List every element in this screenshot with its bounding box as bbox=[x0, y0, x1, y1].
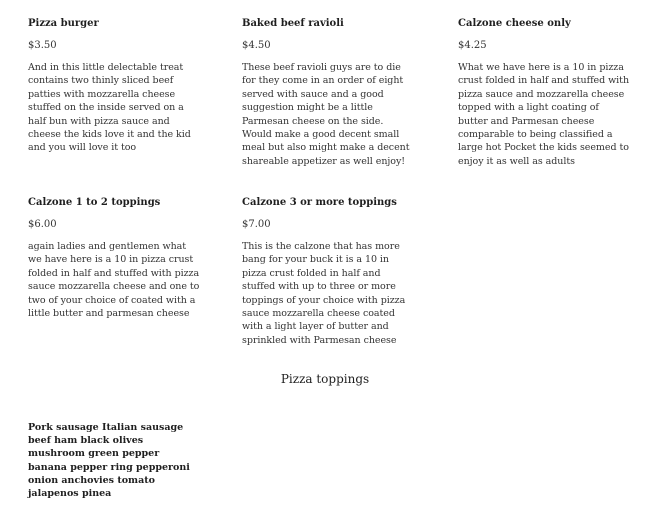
item-price: $3.50 bbox=[28, 40, 57, 51]
menu-item-calzone-cheese-only bbox=[458, 17, 630, 168]
item-price: $6.00 bbox=[28, 219, 57, 230]
menu-item-calzone-1-2-toppings bbox=[28, 196, 200, 320]
item-description: This is the calzone that has more bang for your buck it is a 10 in pizza crust folded in half and stuffed with up to three or more toppings of your choice with pizza sauce mozzarella cheese coated with a light layer of butter and sprinkled with Parmesan cheese bbox=[242, 241, 406, 346]
item-name: Calzone 3 or more toppings bbox=[242, 197, 397, 208]
item-price: $4.25 bbox=[458, 40, 487, 51]
toppings-list: Pork sausage Italian sausage beef ham black olives mushroom green pepper banana pepper ring pepperoni onion anchovies tomato jalapenos pinea bbox=[28, 422, 190, 500]
menu-item-calzone-3-plus-toppings bbox=[242, 196, 414, 347]
item-name: Calzone cheese only bbox=[458, 18, 571, 29]
item-price: $4.50 bbox=[242, 40, 271, 51]
menu-item-pizza-burger bbox=[28, 17, 200, 155]
item-description: And in this little delectable treat contains two thinly sliced beef patties with mozzarella cheese stuffed on the inside served on a half bun with pizza sauce and cheese the kids love it and the kid and you will love it too bbox=[28, 62, 191, 154]
item-description: again ladies and gentlemen what we have here is a 10 in pizza crust folded in half and stuffed with pizza sauce mozzarella cheese and one to two of your choice of coated with a little butter and parmesan cheese bbox=[28, 241, 200, 320]
item-price: $7.00 bbox=[242, 219, 271, 230]
menu-item-baked-beef-ravioli bbox=[242, 17, 414, 168]
item-name: Pizza burger bbox=[28, 18, 99, 29]
item-name: Baked beef ravioli bbox=[242, 18, 344, 29]
item-name: Calzone 1 to 2 toppings bbox=[28, 197, 161, 208]
item-description: What we have here is a 10 in pizza crust folded in half and stuffed with pizza sauce and mozzarella cheese topped with a light coating of butter and Parmesan cheese comparable to being classified a large hot Pocket the kids seemed to enjoy it as well as adults bbox=[458, 62, 630, 167]
section-title-pizza-toppings: Pizza toppings bbox=[280, 372, 370, 386]
item-description: These beef ravioli guys are to die for they come in an order of eight served with sauce and a good suggestion might be a little Parmesan cheese on the side. Would make a good decent small meal but also might make a decent shareable appetizer as well enjoy! bbox=[242, 62, 410, 167]
